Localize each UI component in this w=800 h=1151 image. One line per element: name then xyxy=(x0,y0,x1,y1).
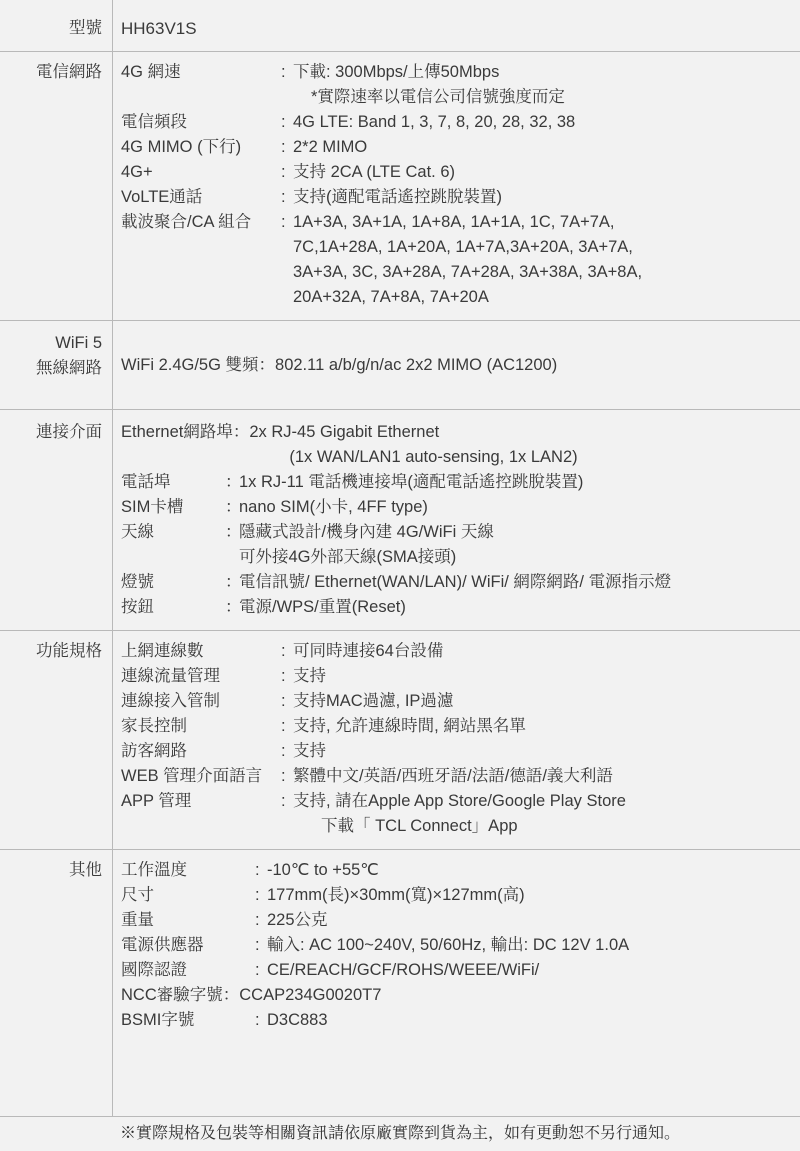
section-other-label xyxy=(0,858,112,883)
section-wifi xyxy=(0,321,800,381)
label-text: 其他 xyxy=(69,861,102,879)
spec-value: CE/REACH/GCF/ROHS/WEEE/WiFi/ xyxy=(267,961,540,979)
spacer xyxy=(0,620,800,630)
spec-separator: : xyxy=(281,188,286,206)
spacer xyxy=(0,41,800,51)
spec-key: 4G 網速 xyxy=(121,63,181,81)
spec-separator: ： xyxy=(222,986,240,1004)
spec-value: 20A+32A, 7A+8A, 7A+20A xyxy=(293,288,489,306)
spec-value: 2*2 MIMO xyxy=(293,138,368,156)
label-text: 電信網路 xyxy=(36,63,102,81)
spec-row xyxy=(121,739,800,764)
spec-separator: : xyxy=(281,642,286,660)
spec-row xyxy=(121,520,800,570)
spec-value: 7C,1A+28A, 1A+20A, 1A+7A,3A+20A, 3A+7A, xyxy=(293,238,633,256)
spec-separator: ： xyxy=(225,598,242,616)
spec-row xyxy=(121,714,800,739)
spec-row xyxy=(121,185,800,210)
spec-value: 3A+3A, 3C, 3A+28A, 7A+28A, 3A+38A, 3A+8A, xyxy=(293,263,643,281)
spec-separator: ： xyxy=(225,473,242,491)
spec-key: 按鈕 xyxy=(121,598,154,616)
spec-separator: : xyxy=(255,886,260,904)
spec-separator: ： xyxy=(225,498,242,516)
spec-value-note: *實際速率以電信公司信號強度而定 xyxy=(311,88,565,106)
spec-value: 2x RJ-45 Gigabit Ethernet xyxy=(249,423,440,441)
spacer xyxy=(0,839,800,849)
spec-row xyxy=(121,570,800,595)
spec-value: 下載「 TCL Connect」App xyxy=(321,817,518,835)
spec-row xyxy=(121,470,800,495)
section-features xyxy=(0,631,800,839)
section-features-content xyxy=(112,639,800,839)
spec-key: WEB 管理介面語言 xyxy=(121,767,263,785)
section-interfaces xyxy=(0,410,800,620)
spec-value: CCAP234G0020T7 xyxy=(239,986,382,1004)
spec-key: SIM卡槽 xyxy=(121,498,184,516)
spec-row xyxy=(121,858,800,883)
spec-key: 連線接入管制 xyxy=(121,692,220,710)
spec-value: 支持 xyxy=(293,667,326,685)
label-text-line2: 無線網路 xyxy=(36,359,102,377)
spec-key: 4G+ xyxy=(121,163,153,181)
spec-separator: : xyxy=(281,138,286,156)
spec-separator: ： xyxy=(225,573,242,591)
spec-separator: : xyxy=(255,911,260,929)
spec-row xyxy=(121,60,800,110)
spec-value: 支持, 允許連線時間, 網站黑名單 xyxy=(293,717,526,735)
spec-row xyxy=(121,664,800,689)
spec-row xyxy=(121,595,800,620)
spec-value: -10℃ to +55℃ xyxy=(267,861,379,879)
spec-key: BSMI字號 xyxy=(121,1011,195,1029)
spec-key: 天線 xyxy=(121,523,154,541)
spec-row xyxy=(121,135,800,160)
spec-separator: : xyxy=(281,63,286,81)
label-text: 功能規格 xyxy=(36,642,102,660)
section-telecom-label xyxy=(0,60,112,85)
label-text-line1: WiFi 5 xyxy=(55,334,102,352)
spec-value: 1x RJ-11 電話機連接埠(適配電話遙控跳脫裝置) xyxy=(239,473,584,491)
spec-key: 4G MIMO (下行) xyxy=(121,138,242,156)
label-text: 型號 xyxy=(69,19,102,37)
spec-separator: : xyxy=(281,213,286,231)
spec-row xyxy=(121,110,800,135)
spec-row xyxy=(121,160,800,185)
section-interfaces-label xyxy=(0,420,112,445)
spec-value: nano SIM(小卡, 4FF type) xyxy=(239,498,428,516)
section-other xyxy=(0,850,800,1033)
spec-key: 工作溫度 xyxy=(121,861,187,879)
section-model-label xyxy=(0,16,112,41)
spec-value: 輸入: AC 100~240V, 50/60Hz, 輸出: DC 12V 1.0A xyxy=(267,936,630,954)
spec-key: VoLTE通話 xyxy=(121,188,203,206)
spec-key: 電源供應器 xyxy=(121,936,204,954)
spec-value: 支持MAC過濾, IP過濾 xyxy=(293,692,454,710)
spec-row xyxy=(121,958,800,983)
spec-key: 訪客網路 xyxy=(121,742,187,760)
spec-key: NCC審驗字號 xyxy=(121,986,223,1004)
spec-row xyxy=(121,495,800,520)
section-telecom-content xyxy=(112,60,800,310)
spec-value: 支持(適配電話遙控跳脫裝置) xyxy=(293,188,502,206)
spec-key: 國際認證 xyxy=(121,961,187,979)
spec-key: 燈號 xyxy=(121,573,154,591)
spec-value: 電源/WPS/重置(Reset) xyxy=(239,598,406,616)
spec-value: (1x WAN/LAN1 auto-sensing, 1x LAN2) xyxy=(289,448,578,466)
spec-separator: : xyxy=(281,692,286,710)
footer-note: ※實際規格及包裝等相關資訊請依原廠實際到貨為主，如有更動恕不另行通知。 xyxy=(0,1116,800,1151)
spec-key: 電話埠 xyxy=(121,473,171,491)
spec-row xyxy=(121,883,800,908)
spec-key: 連線流量管理 xyxy=(121,667,220,685)
spec-separator: : xyxy=(281,113,286,131)
spacer xyxy=(0,310,800,320)
spec-separator: : xyxy=(255,1011,260,1029)
label-text: 連接介面 xyxy=(36,423,102,441)
spec-row xyxy=(121,689,800,714)
spec-row xyxy=(121,1008,800,1033)
spec-key: 上網連線數 xyxy=(121,642,204,660)
section-wifi-content xyxy=(112,331,800,378)
section-model-content xyxy=(112,16,800,41)
spec-value: 繁體中文/英語/西班牙語/法語/德語/義大利語 xyxy=(293,767,613,785)
column-divider xyxy=(112,0,113,1117)
spec-row xyxy=(121,639,800,664)
section-wifi-label xyxy=(0,331,112,381)
spec-key: 重量 xyxy=(121,911,154,929)
spec-value: 可外接4G外部天線(SMA接頭) xyxy=(239,548,457,566)
spec-value: 支持 2CA (LTE Cat. 6) xyxy=(293,163,455,181)
spec-separator: : xyxy=(281,767,286,785)
spec-row xyxy=(121,983,800,1008)
spec-value: 隱藏式設計/機身內建 4G/WiFi 天線 xyxy=(239,523,494,541)
spec-separator: : xyxy=(281,792,286,810)
section-telecom xyxy=(0,52,800,310)
spec-value: 可同時連接64台設備 xyxy=(293,642,444,660)
spec-value: 177mm(長)×30mm(寬)×127mm(高) xyxy=(267,886,525,904)
spec-value: 支持, 請在Apple App Store/Google Play Store xyxy=(293,792,626,810)
wifi-spec-value: WiFi 2.4G/5G 雙頻：802.11 a/b/g/n/ac 2x2 MIMO (AC1200) xyxy=(121,356,558,374)
spec-value: D3C883 xyxy=(267,1011,328,1029)
spacer xyxy=(0,381,800,409)
spec-row xyxy=(121,908,800,933)
spec-value: 下載: 300Mbps/上傳50Mbps xyxy=(293,63,500,81)
model-value: HH63V1S xyxy=(121,19,197,38)
spec-value: 1A+3A, 3A+1A, 1A+8A, 1A+1A, 1C, 7A+7A, xyxy=(293,213,615,231)
spec-separator: : xyxy=(281,717,286,735)
spec-row xyxy=(121,789,800,839)
spec-key: Ethernet網路埠 xyxy=(121,423,233,441)
spec-row xyxy=(121,764,800,789)
spec-separator: : xyxy=(281,163,286,181)
section-interfaces-content xyxy=(112,420,800,620)
spec-value: 225公克 xyxy=(267,911,328,929)
section-other-content xyxy=(112,858,800,1033)
spec-row xyxy=(121,210,800,310)
spec-key: 尺寸 xyxy=(121,886,154,904)
spec-key: 載波聚合/CA 組合 xyxy=(121,213,252,231)
spec-key: APP 管理 xyxy=(121,792,192,810)
spec-separator: ： xyxy=(225,523,242,541)
section-features-label xyxy=(0,639,112,664)
spec-separator: : xyxy=(281,667,286,685)
spec-separator: : xyxy=(255,936,260,954)
spec-row xyxy=(121,933,800,958)
spec-separator: : xyxy=(255,861,260,879)
spec-value: 支持 xyxy=(293,742,326,760)
spec-key: 電信頻段 xyxy=(121,113,187,131)
spec-separator: : xyxy=(281,742,286,760)
spec-row xyxy=(121,420,800,470)
spec-value: 4G LTE: Band 1, 3, 7, 8, 20, 28, 32, 38 xyxy=(293,113,576,131)
spec-key: 家長控制 xyxy=(121,717,187,735)
section-model xyxy=(0,0,800,41)
spec-separator: : xyxy=(255,961,260,979)
spec-value: 電信訊號/ Ethernet(WAN/LAN)/ WiFi/ 網際網路/ 電源指示燈 xyxy=(239,573,672,591)
spec-separator: ： xyxy=(232,423,250,441)
